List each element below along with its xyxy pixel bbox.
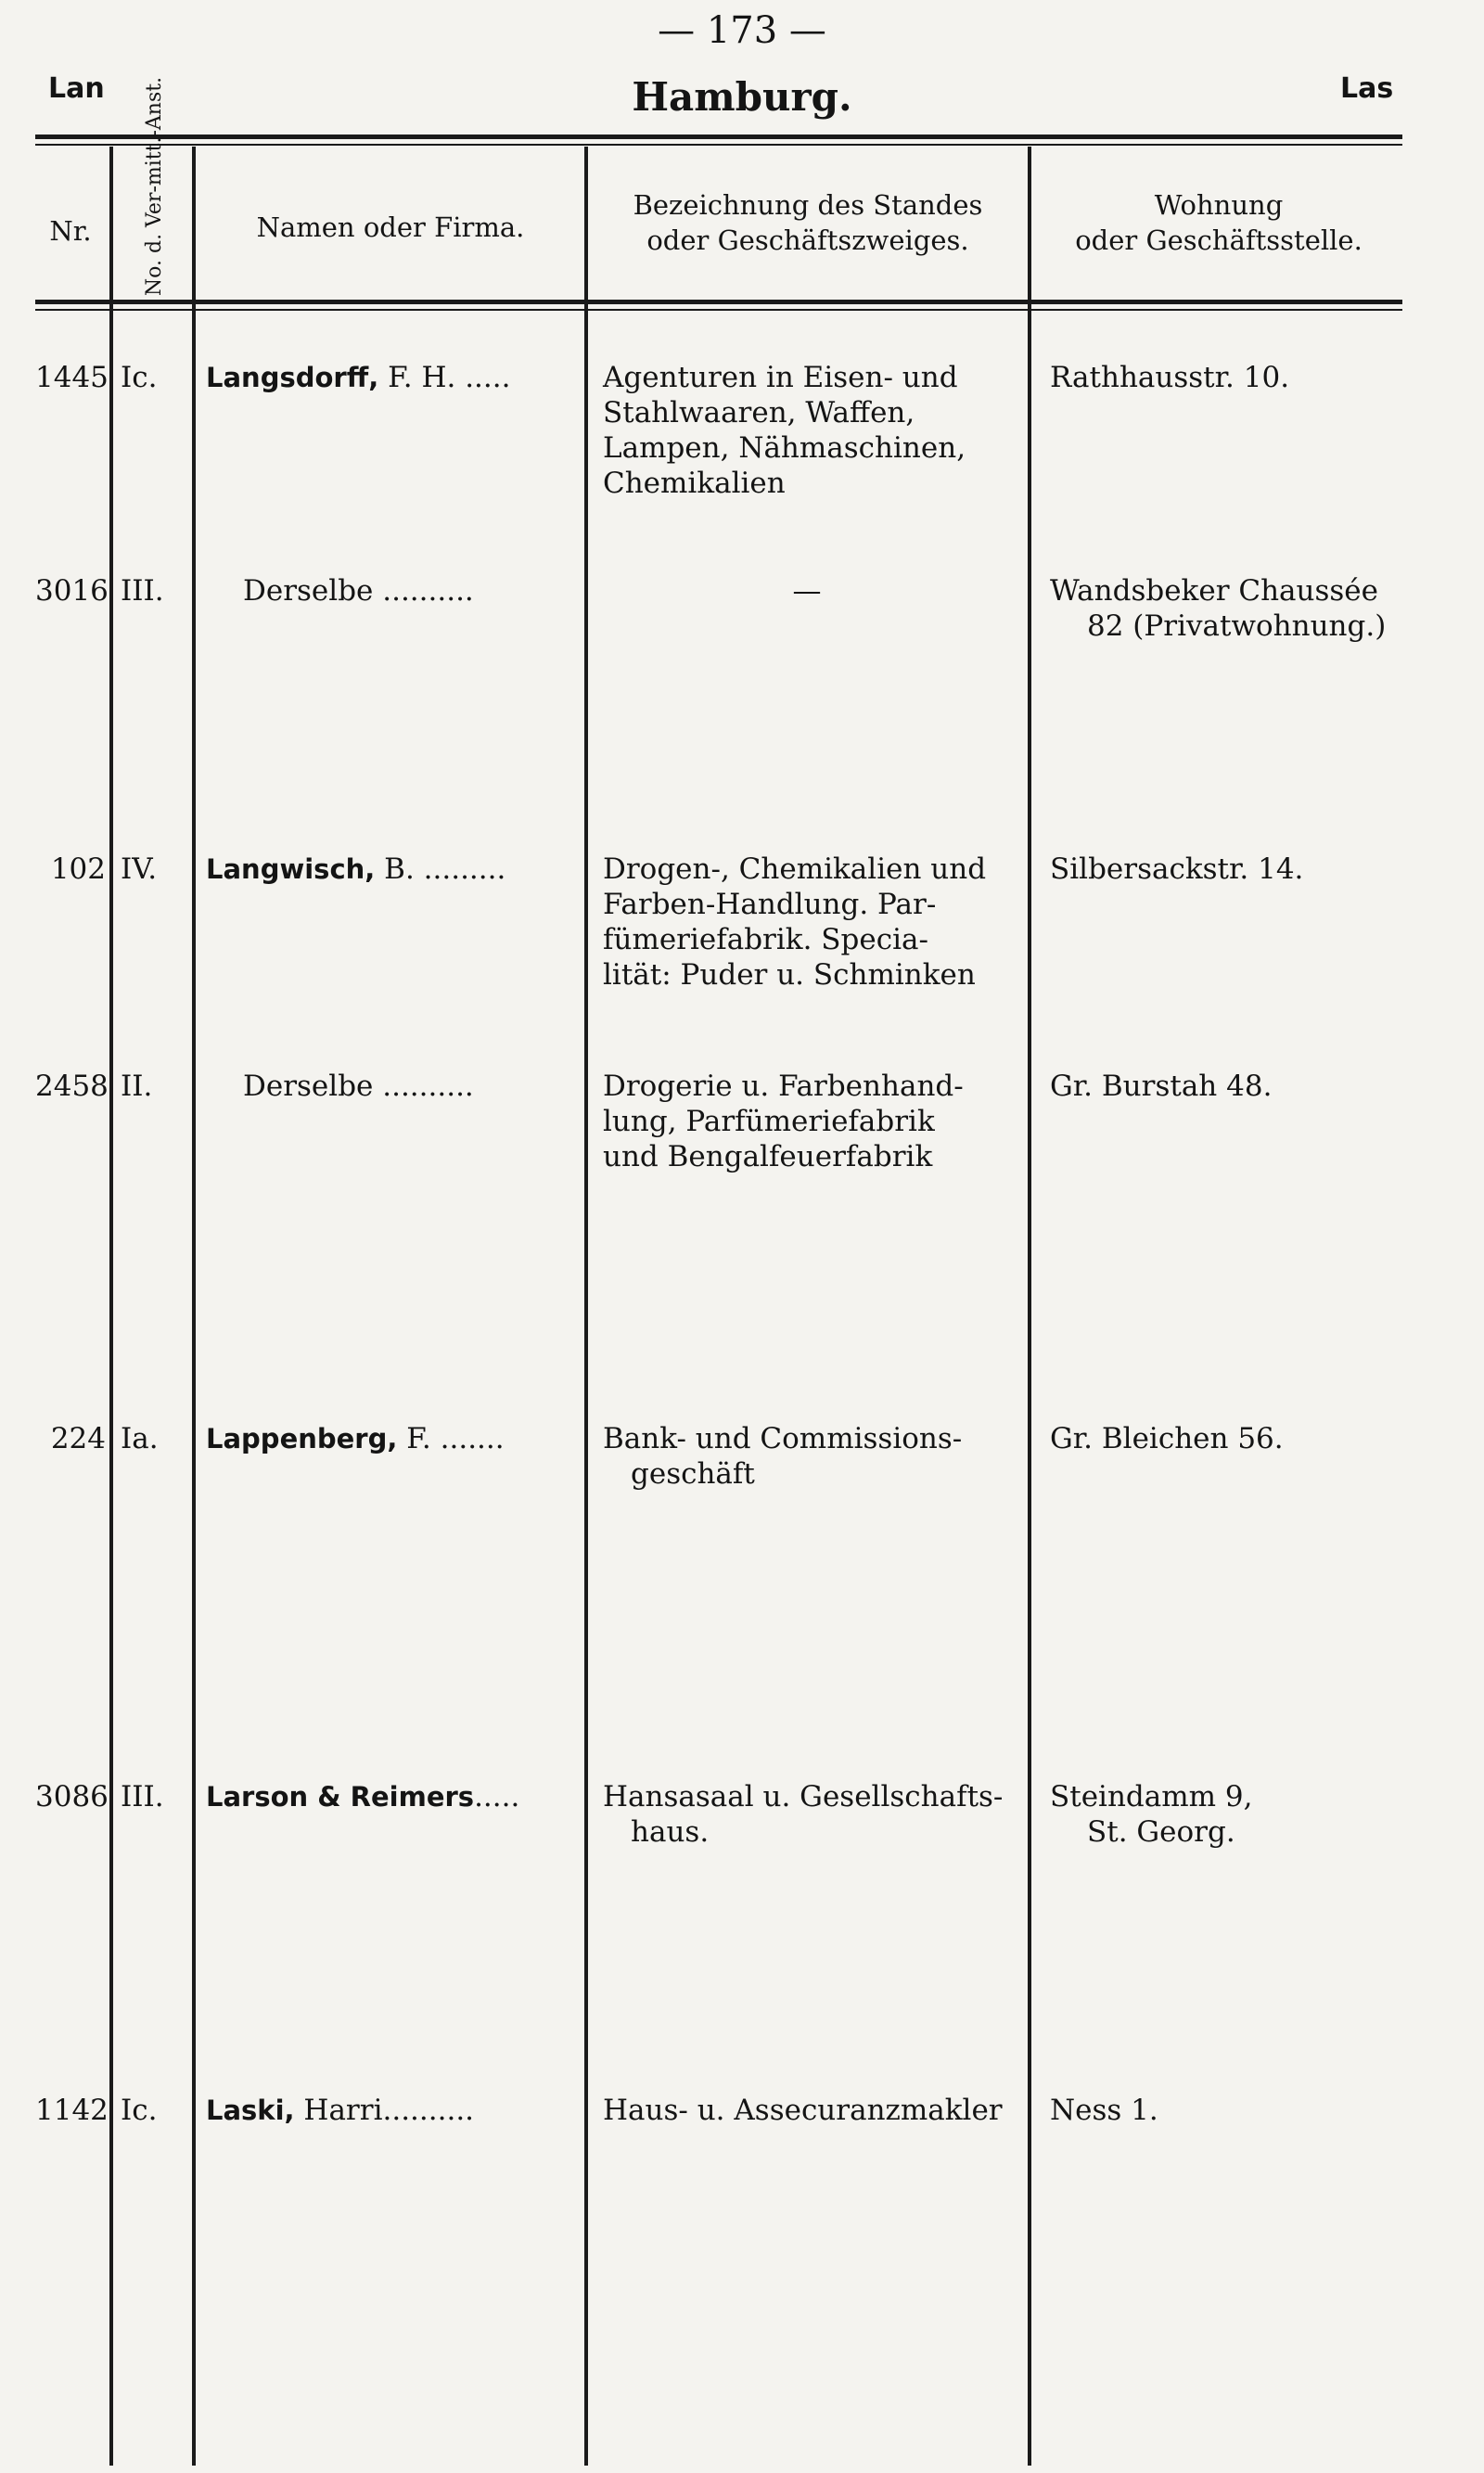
column-divider <box>109 147 113 2466</box>
entry-address: Ness 1. <box>1050 2094 1158 2127</box>
col-header-agency: No. d. Ver-mitt.-Anst. <box>143 76 167 297</box>
col-header-address-2: oder Geschäftsstelle. <box>1075 224 1362 256</box>
entry-trade: — <box>792 574 822 608</box>
entry-class: III. <box>121 574 164 608</box>
entry-name: Langwisch, B. ......... <box>206 852 506 886</box>
entry-class: Ic. <box>121 2094 158 2127</box>
entry-trade: Agenturen in Eisen- und Stahlwaaren, Waffen, Lampen, Nähmaschinen, Chemikalien <box>603 361 966 500</box>
entry-trade: Hansasaal u. Gesellschafts- haus. <box>603 1780 1004 1849</box>
entry-address: Rathhausstr. 10. <box>1050 361 1290 394</box>
entry-address: Gr. Burstah 48. <box>1050 1070 1273 1103</box>
entry-trade: Bank- und Commissions- geschäft <box>603 1422 963 1491</box>
column-divider <box>1028 147 1031 2466</box>
entry-class: II. <box>121 1070 153 1103</box>
col-header-name: Namen oder Firma. <box>256 211 525 243</box>
entry-number: 3016 <box>35 574 109 608</box>
entry-class: III. <box>121 1780 164 1813</box>
entry-address: Gr. Bleichen 56. <box>1050 1422 1284 1455</box>
entry-name: Derselbe .......... <box>243 574 474 608</box>
entry-trade: Drogen-, Chemikalien und Farben-Handlung. Par- fümeriefabrik. Specia- lität: Puder u. Schminken <box>603 852 987 992</box>
entry-number: 1142 <box>35 2094 109 2127</box>
running-head-right: Las <box>1340 72 1394 105</box>
entry-number: 102 <box>50 852 106 886</box>
entry-name: Derselbe .......... <box>243 1070 474 1103</box>
entry-address: Steindamm 9, St. Georg. <box>1050 1780 1253 1849</box>
col-header-trade-1: Bezeichnung des Standes <box>633 189 983 221</box>
entry-trade: Haus- u. Assecuranzmakler <box>603 2094 1003 2127</box>
entry-address: Silbersackstr. 14. <box>1050 852 1304 886</box>
running-head-left: Lan <box>48 72 105 105</box>
entry-address: Wandsbeker Chaussée 82 (Privatwohnung.) <box>1050 574 1387 643</box>
entry-name: Langsdorff, F. H. ..... <box>206 361 511 394</box>
header-bottom-rule-thin <box>35 309 1402 311</box>
entry-number: 224 <box>50 1422 106 1455</box>
entry-name: Laski, Harri.......... <box>206 2094 475 2127</box>
col-header-address-1: Wohnung <box>1154 189 1284 221</box>
header-bottom-rule-thick <box>35 300 1402 304</box>
col-header-trade-2: oder Geschäftszweiges. <box>646 224 969 256</box>
column-divider <box>584 147 588 2466</box>
page-number: — 173 — <box>658 9 826 52</box>
entry-class: Ic. <box>121 361 158 394</box>
entry-class: Ia. <box>121 1422 159 1455</box>
entry-name: Larson & Reimers..... <box>206 1780 520 1813</box>
entry-number: 1445 <box>35 361 109 394</box>
city-heading: Hamburg. <box>632 74 852 120</box>
entry-name: Lappenberg, F. ....... <box>206 1422 505 1455</box>
top-rule-thick <box>35 135 1402 139</box>
entry-number: 3086 <box>35 1780 109 1813</box>
entry-number: 2458 <box>35 1070 109 1103</box>
entry-class: IV. <box>121 852 158 886</box>
top-rule-thin <box>35 144 1402 146</box>
col-header-nr: Nr. <box>49 215 92 247</box>
entry-trade: Drogerie u. Farbenhand- lung, Parfümeriefabrik und Bengalfeuerfabrik <box>603 1070 964 1173</box>
